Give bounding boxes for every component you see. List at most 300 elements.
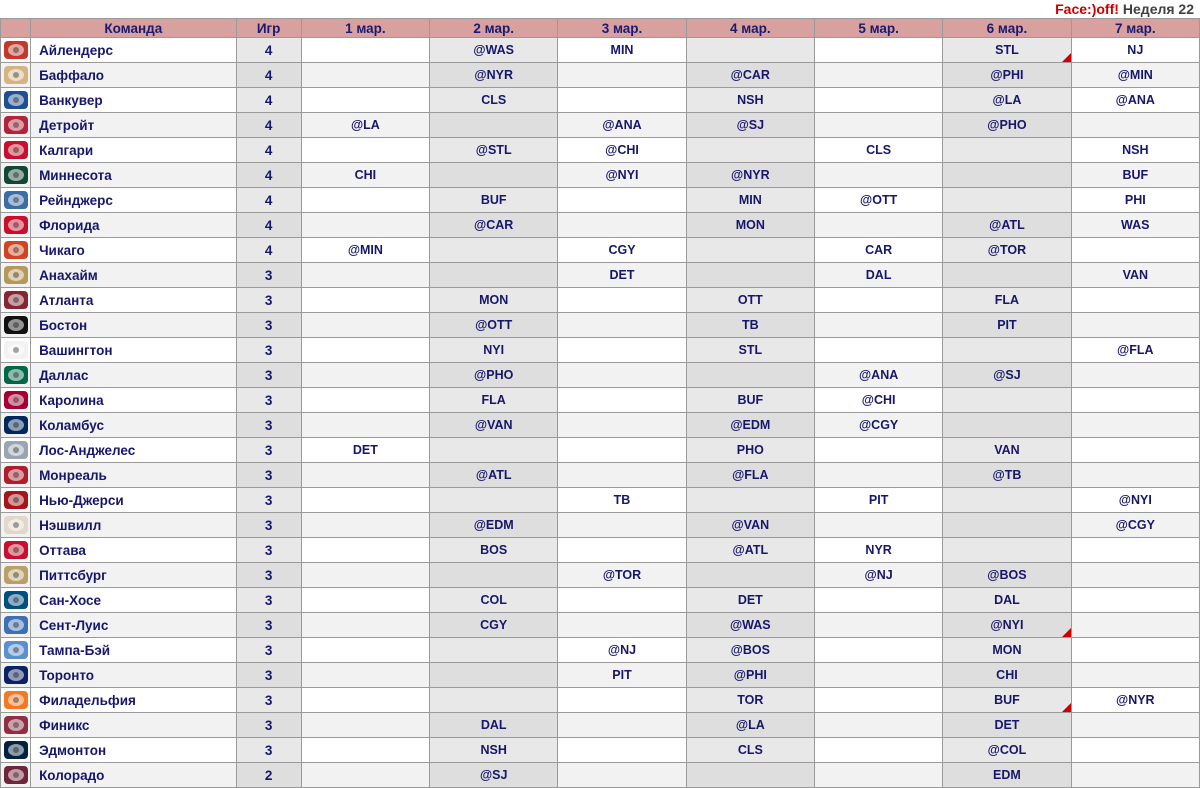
game-cell-day-1[interactable]: [301, 188, 429, 213]
game-cell-day-5[interactable]: [814, 213, 942, 238]
team-name[interactable]: Тампа-Бэй: [31, 638, 237, 663]
team-name[interactable]: Колорадо: [31, 763, 237, 788]
game-cell-day-6[interactable]: @PHO: [943, 113, 1071, 138]
game-cell-day-3[interactable]: [558, 438, 686, 463]
game-cell-day-4[interactable]: @ATL: [686, 538, 814, 563]
game-cell-day-3[interactable]: [558, 413, 686, 438]
game-cell-day-4[interactable]: @BOS: [686, 638, 814, 663]
game-cell-day-3[interactable]: [558, 313, 686, 338]
game-cell-day-5[interactable]: [814, 763, 942, 788]
game-cell-day-7[interactable]: NSH: [1071, 138, 1199, 163]
game-cell-day-5[interactable]: [814, 513, 942, 538]
game-cell-day-1[interactable]: [301, 738, 429, 763]
game-cell-day-3[interactable]: TB: [558, 488, 686, 513]
game-cell-day-1[interactable]: @LA: [301, 113, 429, 138]
team-name[interactable]: Анахайм: [31, 263, 237, 288]
table-row[interactable]: [1, 638, 1200, 663]
game-cell-day-6[interactable]: PIT: [943, 313, 1071, 338]
table-row[interactable]: [1, 38, 1200, 63]
game-cell-day-3[interactable]: [558, 288, 686, 313]
game-cell-day-2[interactable]: @CAR: [430, 213, 558, 238]
game-cell-day-1[interactable]: [301, 413, 429, 438]
logo-shape: [4, 291, 28, 309]
game-cell-day-4[interactable]: OTT: [686, 288, 814, 313]
game-cell-day-2[interactable]: @OTT: [430, 313, 558, 338]
team-logo-icon: [1, 313, 31, 338]
game-cell-day-5[interactable]: CLS: [814, 138, 942, 163]
table-row[interactable]: [1, 163, 1200, 188]
game-cell-day-4[interactable]: [686, 38, 814, 63]
team-logo-icon: [1, 63, 31, 88]
game-cell-day-5[interactable]: [814, 113, 942, 138]
game-cell-day-1[interactable]: [301, 688, 429, 713]
logo-shape: [4, 641, 28, 659]
team-name[interactable]: Коламбус: [31, 413, 237, 438]
game-cell-day-2[interactable]: @ATL: [430, 463, 558, 488]
logo-shape: [4, 91, 28, 109]
game-cell-day-3[interactable]: [558, 63, 686, 88]
game-cell-day-5[interactable]: @NJ: [814, 563, 942, 588]
table-row[interactable]: [1, 413, 1200, 438]
game-cell-day-2[interactable]: [430, 238, 558, 263]
game-cell-day-2[interactable]: @STL: [430, 138, 558, 163]
game-cell-day-7[interactable]: @MIN: [1071, 63, 1199, 88]
game-cell-day-2[interactable]: [430, 263, 558, 288]
game-cell-day-3[interactable]: @ANA: [558, 113, 686, 138]
game-cell-day-4[interactable]: DET: [686, 588, 814, 613]
game-cell-day-2[interactable]: [430, 163, 558, 188]
table-row[interactable]: [1, 688, 1200, 713]
game-cell-day-5[interactable]: [814, 613, 942, 638]
game-cell-day-4[interactable]: MIN: [686, 188, 814, 213]
game-cell-day-5[interactable]: [814, 738, 942, 763]
game-cell-day-3[interactable]: [558, 213, 686, 238]
game-cell-day-7[interactable]: [1071, 613, 1199, 638]
games-count: 3: [236, 663, 301, 688]
game-cell-day-2[interactable]: @WAS: [430, 38, 558, 63]
game-cell-day-2[interactable]: NSH: [430, 738, 558, 763]
game-cell-day-7[interactable]: [1071, 663, 1199, 688]
game-cell-day-6[interactable]: @SJ: [943, 363, 1071, 388]
game-cell-day-1[interactable]: [301, 713, 429, 738]
game-cell-day-3[interactable]: [558, 513, 686, 538]
game-cell-day-5[interactable]: [814, 313, 942, 338]
team-name[interactable]: Каролина: [31, 388, 237, 413]
game-cell-day-1[interactable]: [301, 138, 429, 163]
game-cell-day-3[interactable]: [558, 738, 686, 763]
game-cell-day-4[interactable]: [686, 363, 814, 388]
game-cell-day-1[interactable]: [301, 363, 429, 388]
table-row[interactable]: [1, 463, 1200, 488]
game-cell-day-5[interactable]: [814, 688, 942, 713]
team-name[interactable]: Детройт: [31, 113, 237, 138]
table-row[interactable]: [1, 488, 1200, 513]
game-cell-day-1[interactable]: [301, 613, 429, 638]
game-cell-day-7[interactable]: [1071, 288, 1199, 313]
game-cell-day-7[interactable]: [1071, 438, 1199, 463]
game-cell-day-7[interactable]: [1071, 363, 1199, 388]
game-cell-day-6[interactable]: DAL: [943, 588, 1071, 613]
game-cell-day-7[interactable]: [1071, 238, 1199, 263]
game-cell-day-4[interactable]: @SJ: [686, 113, 814, 138]
game-cell-day-1[interactable]: CHI: [301, 163, 429, 188]
game-cell-day-5[interactable]: @OTT: [814, 188, 942, 213]
team-name[interactable]: Даллас: [31, 363, 237, 388]
game-cell-day-2[interactable]: BOS: [430, 538, 558, 563]
game-cell-day-4[interactable]: [686, 763, 814, 788]
team-name[interactable]: Питтсбург: [31, 563, 237, 588]
team-name[interactable]: Миннесота: [31, 163, 237, 188]
team-name[interactable]: Лос-Анджелес: [31, 438, 237, 463]
game-cell-day-6[interactable]: @TB: [943, 463, 1071, 488]
team-name[interactable]: Финикс: [31, 713, 237, 738]
game-cell-day-6[interactable]: [943, 263, 1071, 288]
game-cell-day-3[interactable]: [558, 588, 686, 613]
game-cell-day-3[interactable]: [558, 338, 686, 363]
team-logo-icon: [1, 88, 31, 113]
table-row[interactable]: [1, 513, 1200, 538]
game-cell-day-3[interactable]: PIT: [558, 663, 686, 688]
game-cell-day-5[interactable]: [814, 463, 942, 488]
game-cell-day-3[interactable]: [558, 363, 686, 388]
team-logo-icon: [1, 288, 31, 313]
team-logo-icon: [1, 663, 31, 688]
table-row[interactable]: [1, 663, 1200, 688]
game-cell-day-3[interactable]: [558, 613, 686, 638]
game-cell-day-4[interactable]: MON: [686, 213, 814, 238]
game-cell-day-6[interactable]: @TOR: [943, 238, 1071, 263]
game-cell-day-7[interactable]: [1071, 463, 1199, 488]
game-cell-day-6[interactable]: VAN: [943, 438, 1071, 463]
game-cell-day-5[interactable]: [814, 63, 942, 88]
logo-shape: [4, 666, 28, 684]
game-cell-day-1[interactable]: [301, 213, 429, 238]
game-cell-day-3[interactable]: [558, 463, 686, 488]
game-cell-day-6[interactable]: [943, 488, 1071, 513]
game-cell-day-6[interactable]: CHI: [943, 663, 1071, 688]
game-cell-day-6[interactable]: @PHI: [943, 63, 1071, 88]
brand-title: Face:)off!: [1055, 1, 1119, 17]
table-row[interactable]: [1, 613, 1200, 638]
game-cell-day-4[interactable]: @WAS: [686, 613, 814, 638]
team-name[interactable]: Сан-Хосе: [31, 588, 237, 613]
game-cell-day-1[interactable]: [301, 338, 429, 363]
game-cell-day-4[interactable]: @LA: [686, 713, 814, 738]
game-cell-day-3[interactable]: [558, 538, 686, 563]
game-cell-day-5[interactable]: NYR: [814, 538, 942, 563]
game-cell-day-7[interactable]: [1071, 738, 1199, 763]
game-cell-day-5[interactable]: DAL: [814, 263, 942, 288]
game-cell-day-6[interactable]: [943, 538, 1071, 563]
table-row[interactable]: [1, 113, 1200, 138]
game-cell-day-4[interactable]: BUF: [686, 388, 814, 413]
game-cell-day-6[interactable]: FLA: [943, 288, 1071, 313]
game-cell-day-5[interactable]: @ANA: [814, 363, 942, 388]
game-cell-day-7[interactable]: VAN: [1071, 263, 1199, 288]
team-name[interactable]: Баффало: [31, 63, 237, 88]
game-cell-day-6[interactable]: MON: [943, 638, 1071, 663]
game-cell-day-7[interactable]: [1071, 538, 1199, 563]
game-cell-day-4[interactable]: @CAR: [686, 63, 814, 88]
game-cell-day-2[interactable]: CLS: [430, 88, 558, 113]
game-cell-day-6[interactable]: DET: [943, 713, 1071, 738]
game-cell-day-3[interactable]: @CHI: [558, 138, 686, 163]
game-cell-day-2[interactable]: @EDM: [430, 513, 558, 538]
game-cell-day-5[interactable]: [814, 88, 942, 113]
game-cell-day-2[interactable]: [430, 688, 558, 713]
column-header-day-4: 4 мар.: [686, 19, 814, 38]
game-cell-day-2[interactable]: COL: [430, 588, 558, 613]
game-cell-day-4[interactable]: @VAN: [686, 513, 814, 538]
game-cell-day-1[interactable]: [301, 588, 429, 613]
table-row[interactable]: [1, 763, 1200, 788]
game-cell-day-5[interactable]: [814, 638, 942, 663]
game-cell-day-1[interactable]: @MIN: [301, 238, 429, 263]
game-cell-day-7[interactable]: [1071, 388, 1199, 413]
game-cell-day-3[interactable]: [558, 388, 686, 413]
game-cell-day-3[interactable]: [558, 713, 686, 738]
table-row[interactable]: [1, 438, 1200, 463]
team-name[interactable]: Вашингтон: [31, 338, 237, 363]
game-cell-day-4[interactable]: PHO: [686, 438, 814, 463]
game-cell-day-1[interactable]: [301, 638, 429, 663]
team-name[interactable]: Филадельфия: [31, 688, 237, 713]
game-cell-day-2[interactable]: MON: [430, 288, 558, 313]
game-cell-day-1[interactable]: [301, 563, 429, 588]
game-cell-day-2[interactable]: [430, 663, 558, 688]
game-cell-day-4[interactable]: TOR: [686, 688, 814, 713]
game-cell-day-2[interactable]: DAL: [430, 713, 558, 738]
column-header-day-2: 2 мар.: [430, 19, 558, 38]
game-cell-day-4[interactable]: [686, 488, 814, 513]
game-cell-day-3[interactable]: [558, 763, 686, 788]
team-name[interactable]: Рейнджерс: [31, 188, 237, 213]
game-cell-day-4[interactable]: [686, 238, 814, 263]
table-row[interactable]: [1, 588, 1200, 613]
team-logo-icon: [1, 513, 31, 538]
game-cell-day-5[interactable]: @CGY: [814, 413, 942, 438]
game-cell-day-6[interactable]: [943, 388, 1071, 413]
games-count: 3: [236, 438, 301, 463]
game-cell-day-1[interactable]: [301, 288, 429, 313]
game-cell-day-1[interactable]: [301, 88, 429, 113]
game-cell-day-6[interactable]: [943, 513, 1071, 538]
game-cell-day-4[interactable]: @FLA: [686, 463, 814, 488]
game-cell-day-4[interactable]: [686, 563, 814, 588]
games-count: 3: [236, 513, 301, 538]
logo-shape: [4, 241, 28, 259]
game-cell-day-5[interactable]: [814, 288, 942, 313]
game-cell-day-1[interactable]: [301, 38, 429, 63]
game-cell-day-5[interactable]: [814, 338, 942, 363]
game-cell-day-4[interactable]: TB: [686, 313, 814, 338]
game-cell-day-1[interactable]: [301, 388, 429, 413]
game-cell-day-2[interactable]: [430, 563, 558, 588]
team-name[interactable]: Нью-Джерси: [31, 488, 237, 513]
game-cell-day-4[interactable]: NSH: [686, 88, 814, 113]
team-name[interactable]: Айлендерс: [31, 38, 237, 63]
game-cell-day-7[interactable]: [1071, 638, 1199, 663]
game-cell-day-7[interactable]: WAS: [1071, 213, 1199, 238]
game-cell-day-3[interactable]: @TOR: [558, 563, 686, 588]
team-logo-icon: [1, 638, 31, 663]
table-row[interactable]: [1, 563, 1200, 588]
game-cell-day-5[interactable]: [814, 38, 942, 63]
game-cell-day-3[interactable]: [558, 188, 686, 213]
team-name[interactable]: Сент-Луис: [31, 613, 237, 638]
table-row[interactable]: [1, 738, 1200, 763]
game-cell-day-3[interactable]: @NYI: [558, 163, 686, 188]
game-cell-day-7[interactable]: NJ: [1071, 38, 1199, 63]
game-cell-day-1[interactable]: DET: [301, 438, 429, 463]
game-cell-day-6[interactable]: STL: [943, 38, 1071, 63]
game-cell-day-7[interactable]: BUF: [1071, 163, 1199, 188]
game-cell-day-4[interactable]: CLS: [686, 738, 814, 763]
game-cell-day-3[interactable]: CGY: [558, 238, 686, 263]
game-cell-day-6[interactable]: [943, 413, 1071, 438]
game-cell-day-2[interactable]: @VAN: [430, 413, 558, 438]
table-row[interactable]: [1, 538, 1200, 563]
game-cell-day-3[interactable]: MIN: [558, 38, 686, 63]
team-name[interactable]: Ванкувер: [31, 88, 237, 113]
game-cell-day-2[interactable]: @SJ: [430, 763, 558, 788]
game-cell-day-2[interactable]: CGY: [430, 613, 558, 638]
table-row[interactable]: [1, 213, 1200, 238]
game-cell-day-2[interactable]: BUF: [430, 188, 558, 213]
game-cell-day-2[interactable]: [430, 113, 558, 138]
game-cell-day-7[interactable]: [1071, 563, 1199, 588]
game-cell-day-4[interactable]: [686, 263, 814, 288]
game-cell-day-5[interactable]: [814, 163, 942, 188]
schedule-table: [0, 18, 1200, 788]
game-cell-day-5[interactable]: @CHI: [814, 388, 942, 413]
game-cell-day-3[interactable]: [558, 688, 686, 713]
game-cell-day-7[interactable]: @ANA: [1071, 88, 1199, 113]
game-cell-day-7[interactable]: [1071, 313, 1199, 338]
game-cell-day-6[interactable]: @COL: [943, 738, 1071, 763]
table-row[interactable]: [1, 263, 1200, 288]
game-cell-day-4[interactable]: @PHI: [686, 663, 814, 688]
team-name[interactable]: Флорида: [31, 213, 237, 238]
table-body: [1, 38, 1200, 788]
game-cell-day-1[interactable]: [301, 538, 429, 563]
game-cell-day-7[interactable]: [1071, 413, 1199, 438]
game-cell-day-2[interactable]: @PHO: [430, 363, 558, 388]
game-cell-day-4[interactable]: STL: [686, 338, 814, 363]
team-name[interactable]: Бостон: [31, 313, 237, 338]
game-cell-day-6[interactable]: @NYI: [943, 613, 1071, 638]
team-logo-icon: [1, 163, 31, 188]
game-cell-day-6[interactable]: @BOS: [943, 563, 1071, 588]
game-cell-day-2[interactable]: [430, 488, 558, 513]
game-cell-day-4[interactable]: [686, 138, 814, 163]
game-cell-day-1[interactable]: [301, 513, 429, 538]
game-cell-day-7[interactable]: [1071, 113, 1199, 138]
game-cell-day-7[interactable]: [1071, 588, 1199, 613]
game-cell-day-6[interactable]: @LA: [943, 88, 1071, 113]
game-cell-day-7[interactable]: @CGY: [1071, 513, 1199, 538]
table-row[interactable]: [1, 713, 1200, 738]
game-cell-day-1[interactable]: [301, 463, 429, 488]
column-header-day-1: 1 мар.: [301, 19, 429, 38]
game-cell-day-5[interactable]: [814, 713, 942, 738]
table-row[interactable]: [1, 88, 1200, 113]
game-cell-day-1[interactable]: [301, 313, 429, 338]
table-row[interactable]: [1, 288, 1200, 313]
table-row[interactable]: [1, 238, 1200, 263]
team-name[interactable]: Атланта: [31, 288, 237, 313]
game-cell-day-3[interactable]: DET: [558, 263, 686, 288]
game-cell-day-5[interactable]: CAR: [814, 238, 942, 263]
game-cell-day-7[interactable]: [1071, 763, 1199, 788]
game-cell-day-1[interactable]: [301, 663, 429, 688]
game-cell-day-5[interactable]: [814, 588, 942, 613]
game-cell-day-2[interactable]: [430, 638, 558, 663]
team-name[interactable]: Торонто: [31, 663, 237, 688]
game-cell-day-1[interactable]: [301, 63, 429, 88]
team-logo-icon: [1, 338, 31, 363]
game-cell-day-4[interactable]: @NYR: [686, 163, 814, 188]
game-cell-day-6[interactable]: @ATL: [943, 213, 1071, 238]
team-logo-icon: [1, 488, 31, 513]
game-cell-day-2[interactable]: @NYR: [430, 63, 558, 88]
table-row[interactable]: [1, 63, 1200, 88]
game-cell-day-5[interactable]: PIT: [814, 488, 942, 513]
table-row[interactable]: [1, 388, 1200, 413]
game-cell-day-4[interactable]: @EDM: [686, 413, 814, 438]
game-cell-day-6[interactable]: [943, 138, 1071, 163]
game-cell-day-7[interactable]: PHI: [1071, 188, 1199, 213]
team-logo-icon: [1, 388, 31, 413]
game-cell-day-1[interactable]: [301, 488, 429, 513]
game-cell-day-1[interactable]: [301, 263, 429, 288]
team-name[interactable]: Калгари: [31, 138, 237, 163]
table-row[interactable]: [1, 313, 1200, 338]
game-cell-day-6[interactable]: [943, 188, 1071, 213]
team-name[interactable]: Чикаго: [31, 238, 237, 263]
table-row[interactable]: [1, 188, 1200, 213]
team-name[interactable]: Монреаль: [31, 463, 237, 488]
game-cell-day-2[interactable]: FLA: [430, 388, 558, 413]
game-cell-day-5[interactable]: [814, 438, 942, 463]
game-cell-day-6[interactable]: [943, 338, 1071, 363]
game-cell-day-2[interactable]: NYI: [430, 338, 558, 363]
game-cell-day-7[interactable]: @FLA: [1071, 338, 1199, 363]
game-cell-day-6[interactable]: [943, 163, 1071, 188]
team-logo-icon: [1, 413, 31, 438]
table-row[interactable]: [1, 338, 1200, 363]
game-cell-day-6[interactable]: BUF: [943, 688, 1071, 713]
header-row: [1, 19, 1200, 38]
team-name[interactable]: Оттава: [31, 538, 237, 563]
game-cell-day-6[interactable]: EDM: [943, 763, 1071, 788]
game-cell-day-5[interactable]: [814, 663, 942, 688]
game-cell-day-7[interactable]: @NYR: [1071, 688, 1199, 713]
game-cell-day-3[interactable]: @NJ: [558, 638, 686, 663]
game-cell-day-3[interactable]: [558, 88, 686, 113]
table-row[interactable]: [1, 138, 1200, 163]
team-logo-icon: [1, 538, 31, 563]
team-name[interactable]: Эдмонтон: [31, 738, 237, 763]
games-count: 3: [236, 338, 301, 363]
games-count: 3: [236, 388, 301, 413]
game-cell-day-1[interactable]: [301, 763, 429, 788]
table-row[interactable]: [1, 363, 1200, 388]
game-cell-day-7[interactable]: @NYI: [1071, 488, 1199, 513]
game-cell-day-7[interactable]: [1071, 713, 1199, 738]
game-cell-day-2[interactable]: [430, 438, 558, 463]
team-name[interactable]: Нэшвилл: [31, 513, 237, 538]
